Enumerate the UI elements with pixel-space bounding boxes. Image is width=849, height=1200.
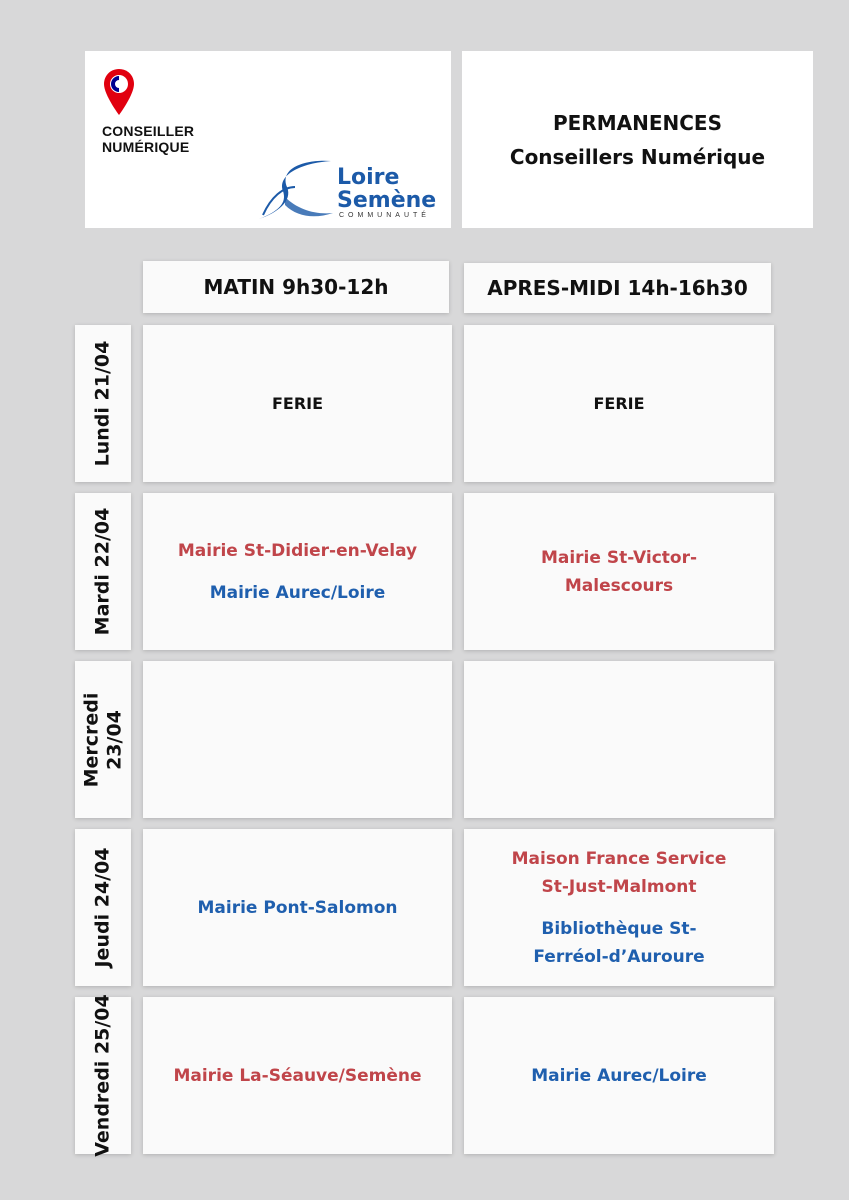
location-entry: Mairie Aurec/Loire	[531, 1065, 707, 1086]
day-label	[75, 325, 131, 482]
location-entry: Mairie St-Victor- Malescours	[540, 547, 698, 596]
logo-ls-line1: Loire	[337, 165, 400, 190]
logo-cn-line2: NUMÉRIQUE	[102, 139, 190, 155]
morning-slot	[143, 829, 452, 986]
location-entry: Mairie St-Didier-en-Velay	[177, 540, 418, 561]
location-entry: Maison France Service St-Just-Malmont	[511, 848, 727, 897]
afternoon-slot	[464, 661, 774, 818]
conseiller-numerique-logo-icon	[102, 67, 136, 119]
loire-semene-logo	[257, 155, 442, 225]
morning-slot	[143, 661, 452, 818]
logo-ls-line3: COMMUNAUTÉ	[339, 212, 430, 219]
day-label-text: Vendredi 25/04	[91, 994, 114, 1157]
afternoon-slot	[464, 493, 774, 650]
afternoon-slot	[464, 325, 774, 482]
location-entry: Mairie Pont-Salomon	[197, 897, 398, 918]
morning-slot	[143, 325, 452, 482]
day-label-text: Mardi 22/04	[91, 507, 114, 636]
morning-column-header: MATIN 9h30-12h	[143, 261, 449, 313]
location-entry: Bibliothèque St- Ferréol-d’Auroure	[533, 918, 705, 967]
page-subtitle: Conseillers Numérique	[509, 144, 766, 169]
day-label	[75, 661, 131, 818]
logo-cn-line1: CONSEILLER	[102, 123, 195, 139]
afternoon-slot	[464, 997, 774, 1154]
afternoon-column-header: APRES-MIDI 14h-16h30	[464, 263, 771, 313]
day-label-text: Mercredi 23/04	[80, 692, 126, 787]
logo-ls-line2: Semène	[337, 188, 437, 213]
title-panel	[462, 51, 813, 228]
day-label	[75, 493, 131, 650]
page-title: PERMANENCES	[553, 110, 722, 135]
location-entry: Mairie Aurec/Loire	[209, 582, 386, 603]
day-label	[75, 994, 131, 1157]
day-label	[75, 829, 131, 986]
afternoon-slot	[464, 829, 774, 986]
logos-panel	[85, 51, 451, 228]
day-label-text: Jeudi 24/04	[91, 847, 114, 968]
holiday-label: FERIE	[593, 394, 645, 413]
morning-slot	[143, 493, 452, 650]
conseiller-numerique-logo-text	[102, 123, 194, 155]
loire-semene-swoosh-icon	[257, 157, 337, 223]
holiday-label: FERIE	[271, 394, 324, 413]
day-label-text: Lundi 21/04	[91, 340, 114, 467]
morning-slot	[143, 997, 452, 1154]
location-entry: Mairie La-Séauve/Semène	[173, 1065, 422, 1086]
